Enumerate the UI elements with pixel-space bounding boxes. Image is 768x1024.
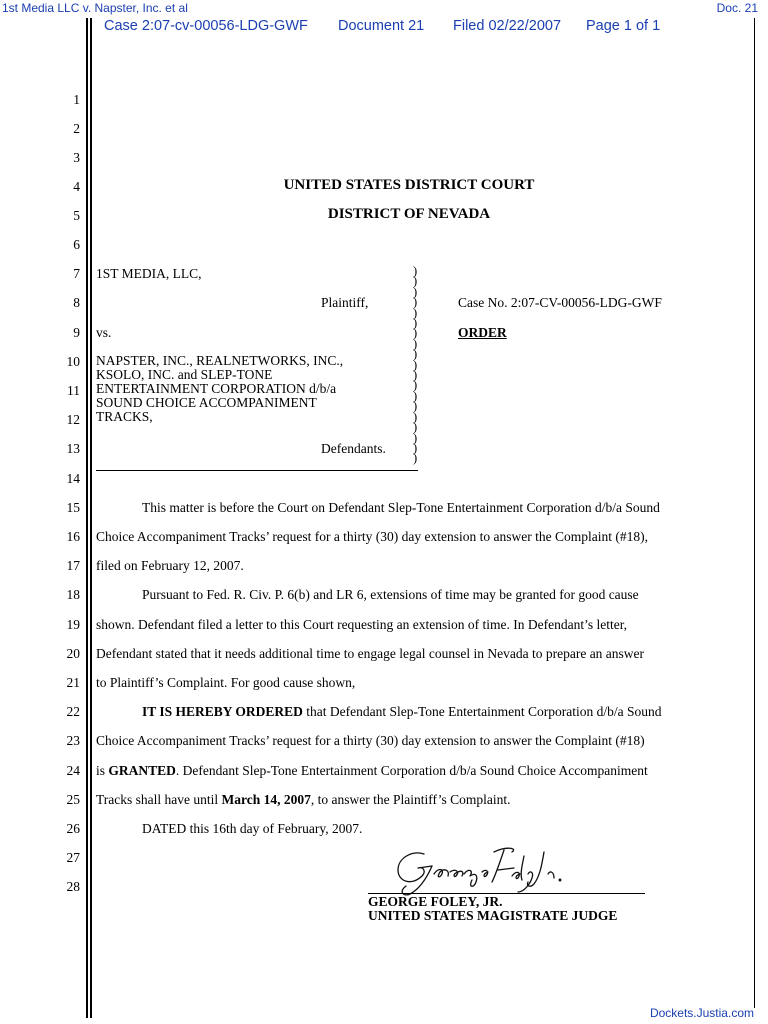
document-number-link[interactable]: Doc. 21 (716, 1, 758, 15)
order-text: that Defendant Slep-Tone Entertainment Corporation d/b/a Sound (302, 704, 662, 719)
line-number: 9 (73, 325, 80, 340)
order-text: , to answer the Plaintiff’s Complaint. (310, 792, 511, 807)
body-line: Defendant stated that it needs additional time to engage legal counsel in Nevada to prepare an answer (96, 646, 645, 661)
source-link[interactable]: Dockets.Justia.com (649, 1006, 754, 1020)
line-number: 12 (66, 412, 80, 427)
document-type: ORDER (458, 325, 507, 340)
stamp-document-number: Document 21 (338, 18, 425, 34)
defendants-line: KSOLO, INC. and SLEP-TONE (96, 367, 273, 382)
line-number: 23 (66, 733, 80, 748)
margin-rule-right (754, 18, 755, 1008)
body-line: This matter is before the Court on Defendant Slep-Tone Entertainment Corporation d/b/a Sound (142, 500, 660, 515)
line-number: 20 (66, 646, 80, 661)
line-number: 25 (66, 792, 80, 807)
document-title-link[interactable]: 1st Media LLC v. Napster, Inc. et al (2, 1, 188, 15)
order-line (96, 764, 648, 778)
order-line (142, 705, 662, 719)
order-line (96, 793, 510, 807)
line-number: 26 (66, 821, 80, 836)
line-number: 14 (66, 471, 80, 486)
line-number: 19 (66, 617, 80, 632)
line-number: 21 (66, 675, 80, 690)
line-number: 27 (66, 850, 80, 865)
defendants-label: Defendants. (321, 441, 386, 456)
document-header-bar (0, 0, 768, 16)
plaintiff-label: Plaintiff, (321, 295, 369, 310)
defendants-line: SOUND CHOICE ACCOMPANIMENT (96, 395, 317, 410)
body-line: to Plaintiff’s Complaint. For good cause shown, (96, 675, 356, 690)
judge-name: GEORGE FOLEY, JR. (368, 894, 503, 909)
defendants-line: NAPSTER, INC., REALNETWORKS, INC., (96, 353, 344, 368)
body-line: filed on February 12, 2007. (96, 558, 244, 573)
stamp-filed-date: Filed 02/22/2007 (453, 18, 562, 34)
line-number: 16 (66, 529, 80, 544)
signature-image (384, 842, 574, 898)
versus-label: vs. (96, 325, 112, 340)
defendants-line: TRACKS, (96, 409, 153, 424)
case-number: Case No. 2:07-CV-00056-LDG-GWF (458, 295, 662, 310)
order-text: Tracks shall have until (96, 792, 222, 807)
line-number: 2 (73, 121, 80, 136)
defendants-line: ENTERTAINMENT CORPORATION d/b/a (96, 381, 337, 396)
plaintiff-name: 1ST MEDIA, LLC, (96, 266, 202, 281)
line-number: 18 (66, 587, 80, 602)
order-lead: IT IS HEREBY ORDERED (142, 704, 303, 719)
line-number: 28 (66, 879, 80, 894)
order-text: . Defendant Slep-Tone Entertainment Corporation d/b/a Sound Choice Accompaniment (175, 763, 648, 778)
defendants-block (96, 354, 343, 424)
line-number: 22 (66, 704, 80, 719)
line-number: 4 (73, 179, 80, 194)
order-text: is (96, 763, 109, 778)
line-number: 10 (66, 354, 80, 369)
body-line: Choice Accompaniment Tracks’ request for a thirty (30) day extension to answer the Complaint (#18), (96, 529, 648, 544)
margin-rule-left-2 (90, 18, 92, 1018)
filing-stamp (104, 18, 724, 38)
line-number: 24 (66, 763, 80, 778)
order-line: Choice Accompaniment Tracks’ request for a thirty (30) day extension to answer the Complaint (#18) (96, 733, 645, 748)
judge-title: UNITED STATES MAGISTRATE JUDGE (368, 908, 618, 923)
body-line: Pursuant to Fed. R. Civ. P. 6(b) and LR 6, extensions of time may be granted for good cause (142, 587, 639, 602)
line-number: 13 (66, 441, 80, 456)
dated-line: DATED this 16th day of February, 2007. (142, 821, 363, 836)
line-number: 7 (73, 266, 80, 281)
caption-parentheses: ) ) ) ) ) ) ) ) ) ) ) ) ) ) ) ) ) ) ) (413, 264, 418, 466)
line-number: 11 (67, 383, 80, 398)
body-line: shown. Defendant filed a letter to this Court requesting an extension of time. In Defendant’s letter, (96, 617, 628, 632)
stamp-page-count: Page 1 of 1 (586, 18, 661, 34)
caption-divider (96, 470, 418, 471)
deadline-date: March 14, 2007 (221, 792, 311, 807)
line-number: 15 (66, 500, 80, 515)
line-number: 5 (73, 208, 80, 223)
court-name: UNITED STATES DISTRICT COURT (283, 177, 535, 193)
line-number: 1 (73, 92, 80, 107)
granted-label: GRANTED (108, 763, 176, 778)
line-number: 8 (73, 295, 80, 310)
stamp-case-number: Case 2:07-cv-00056-LDG-GWF (104, 18, 308, 34)
line-number: 17 (66, 558, 80, 573)
margin-rule-left-1 (86, 18, 88, 1018)
court-district: DISTRICT OF NEVADA (327, 206, 491, 222)
line-number: 3 (73, 150, 80, 165)
line-number: 6 (73, 237, 80, 252)
